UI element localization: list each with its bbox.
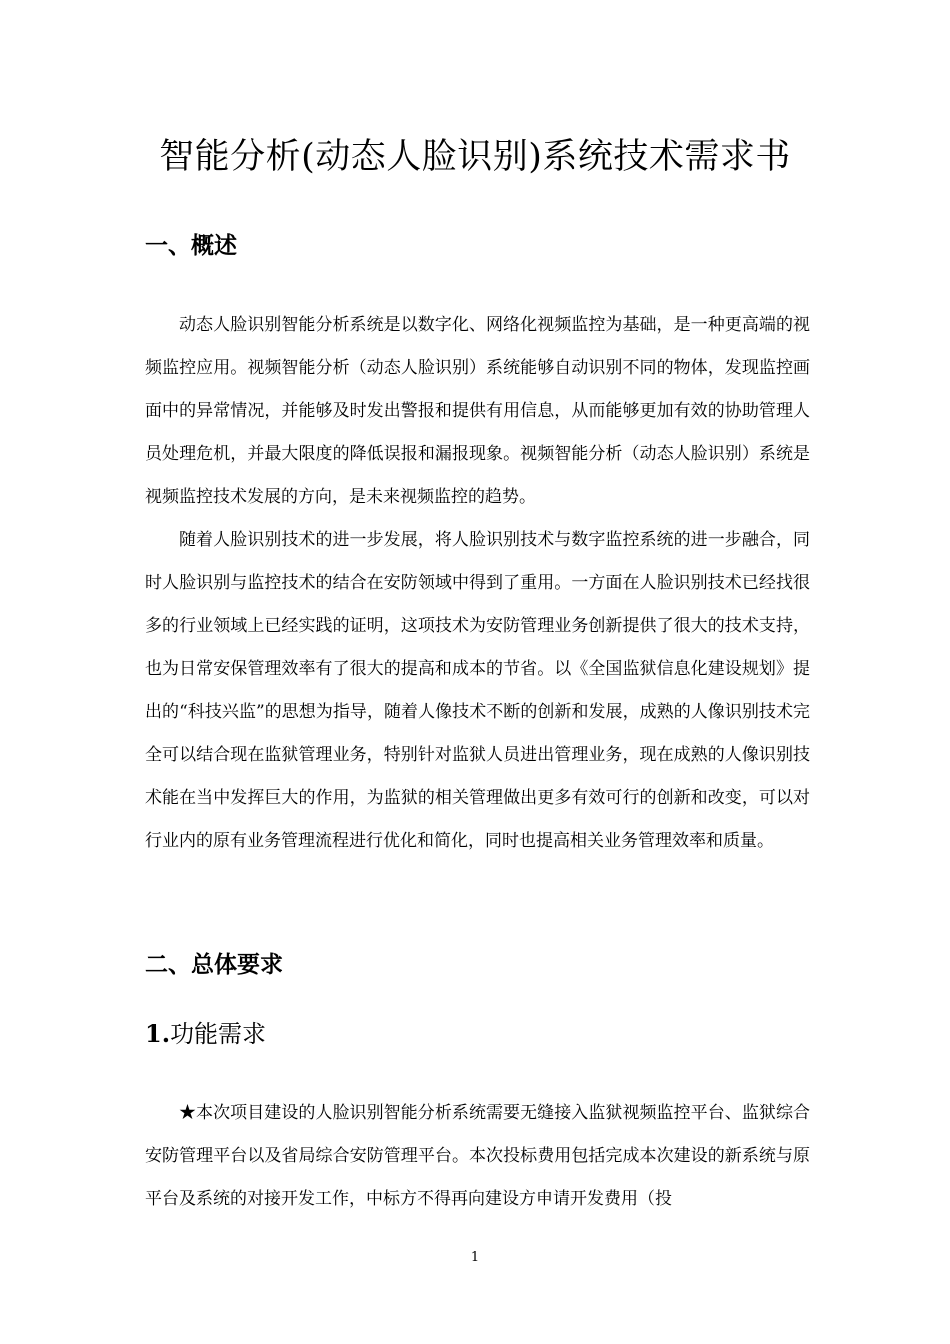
paragraph-overview-1: 动态人脸识别智能分析系统是以数字化、网络化视频监控为基础，是一种更高端的视频监控应用。视频智能分析（动态人脸识别）系统能够自动识别不同的物体，发现监控画面中的异常情况，并能够及时发出警报和提供有用信息，从而能够更加有效的协助管理人员处理危机，并最大限度的降低误报和漏报现象。视频智能分析（动态人脸识别）系统是视频监控技术发展的方向，是未来视频监控的趋势。 [145, 315, 810, 507]
paragraph-overview-2: 随着人脸识别技术的进一步发展，将人脸识别技术与数字监控系统的进一步融合，同时人脸识别与监控技术的结合在安防领域中得到了重用。一方面在人脸识别技术已经找很多的行业领域上已经实践的证明，这项技术为安防管理业务创新提供了很大的技术支持，也为日常安保管理效率有了很大的提高和成本的节省。以《全国监狱信息化建设规划》提出的“科技兴监”的思想为指导，随着人像技术不断的创新和发展，成熟的人像识别技术完全可以结合现在监狱管理业务，特别针对监狱人员进出管理业务，现在成熟的人像识别技术能在当中发挥巨大的作用，为监狱的相关管理做出更多有效可行的创新和改变，可以对行业内的原有业务管理流程进行优化和简化，同时也提高相关业务管理效率和质量。 [145, 530, 810, 851]
page-number: 1 [470, 1250, 480, 1265]
document-title: 智能分析(动态人脸识别)系统技术需求书 [159, 137, 791, 177]
subsection-heading-functional-requirements [145, 1017, 266, 1051]
subsection-number: 1. [145, 1019, 171, 1048]
subsection-title: 功能需求 [170, 1020, 267, 1048]
section-heading-general-requirements: 二、总体要求 [145, 952, 283, 978]
section-heading-overview: 一、概述 [145, 233, 237, 259]
paragraph-functional-1: ★本次项目建设的人脸识别智能分析系统需要无缝接入监狱视频监控平台、监狱综合安防管理平台以及省局综合安防管理平台。本次投标费用包括完成本次建设的新系统与原平台及系统的对接开发工作，中标方不得再向建设方申请开发费用（投 [145, 1103, 810, 1209]
